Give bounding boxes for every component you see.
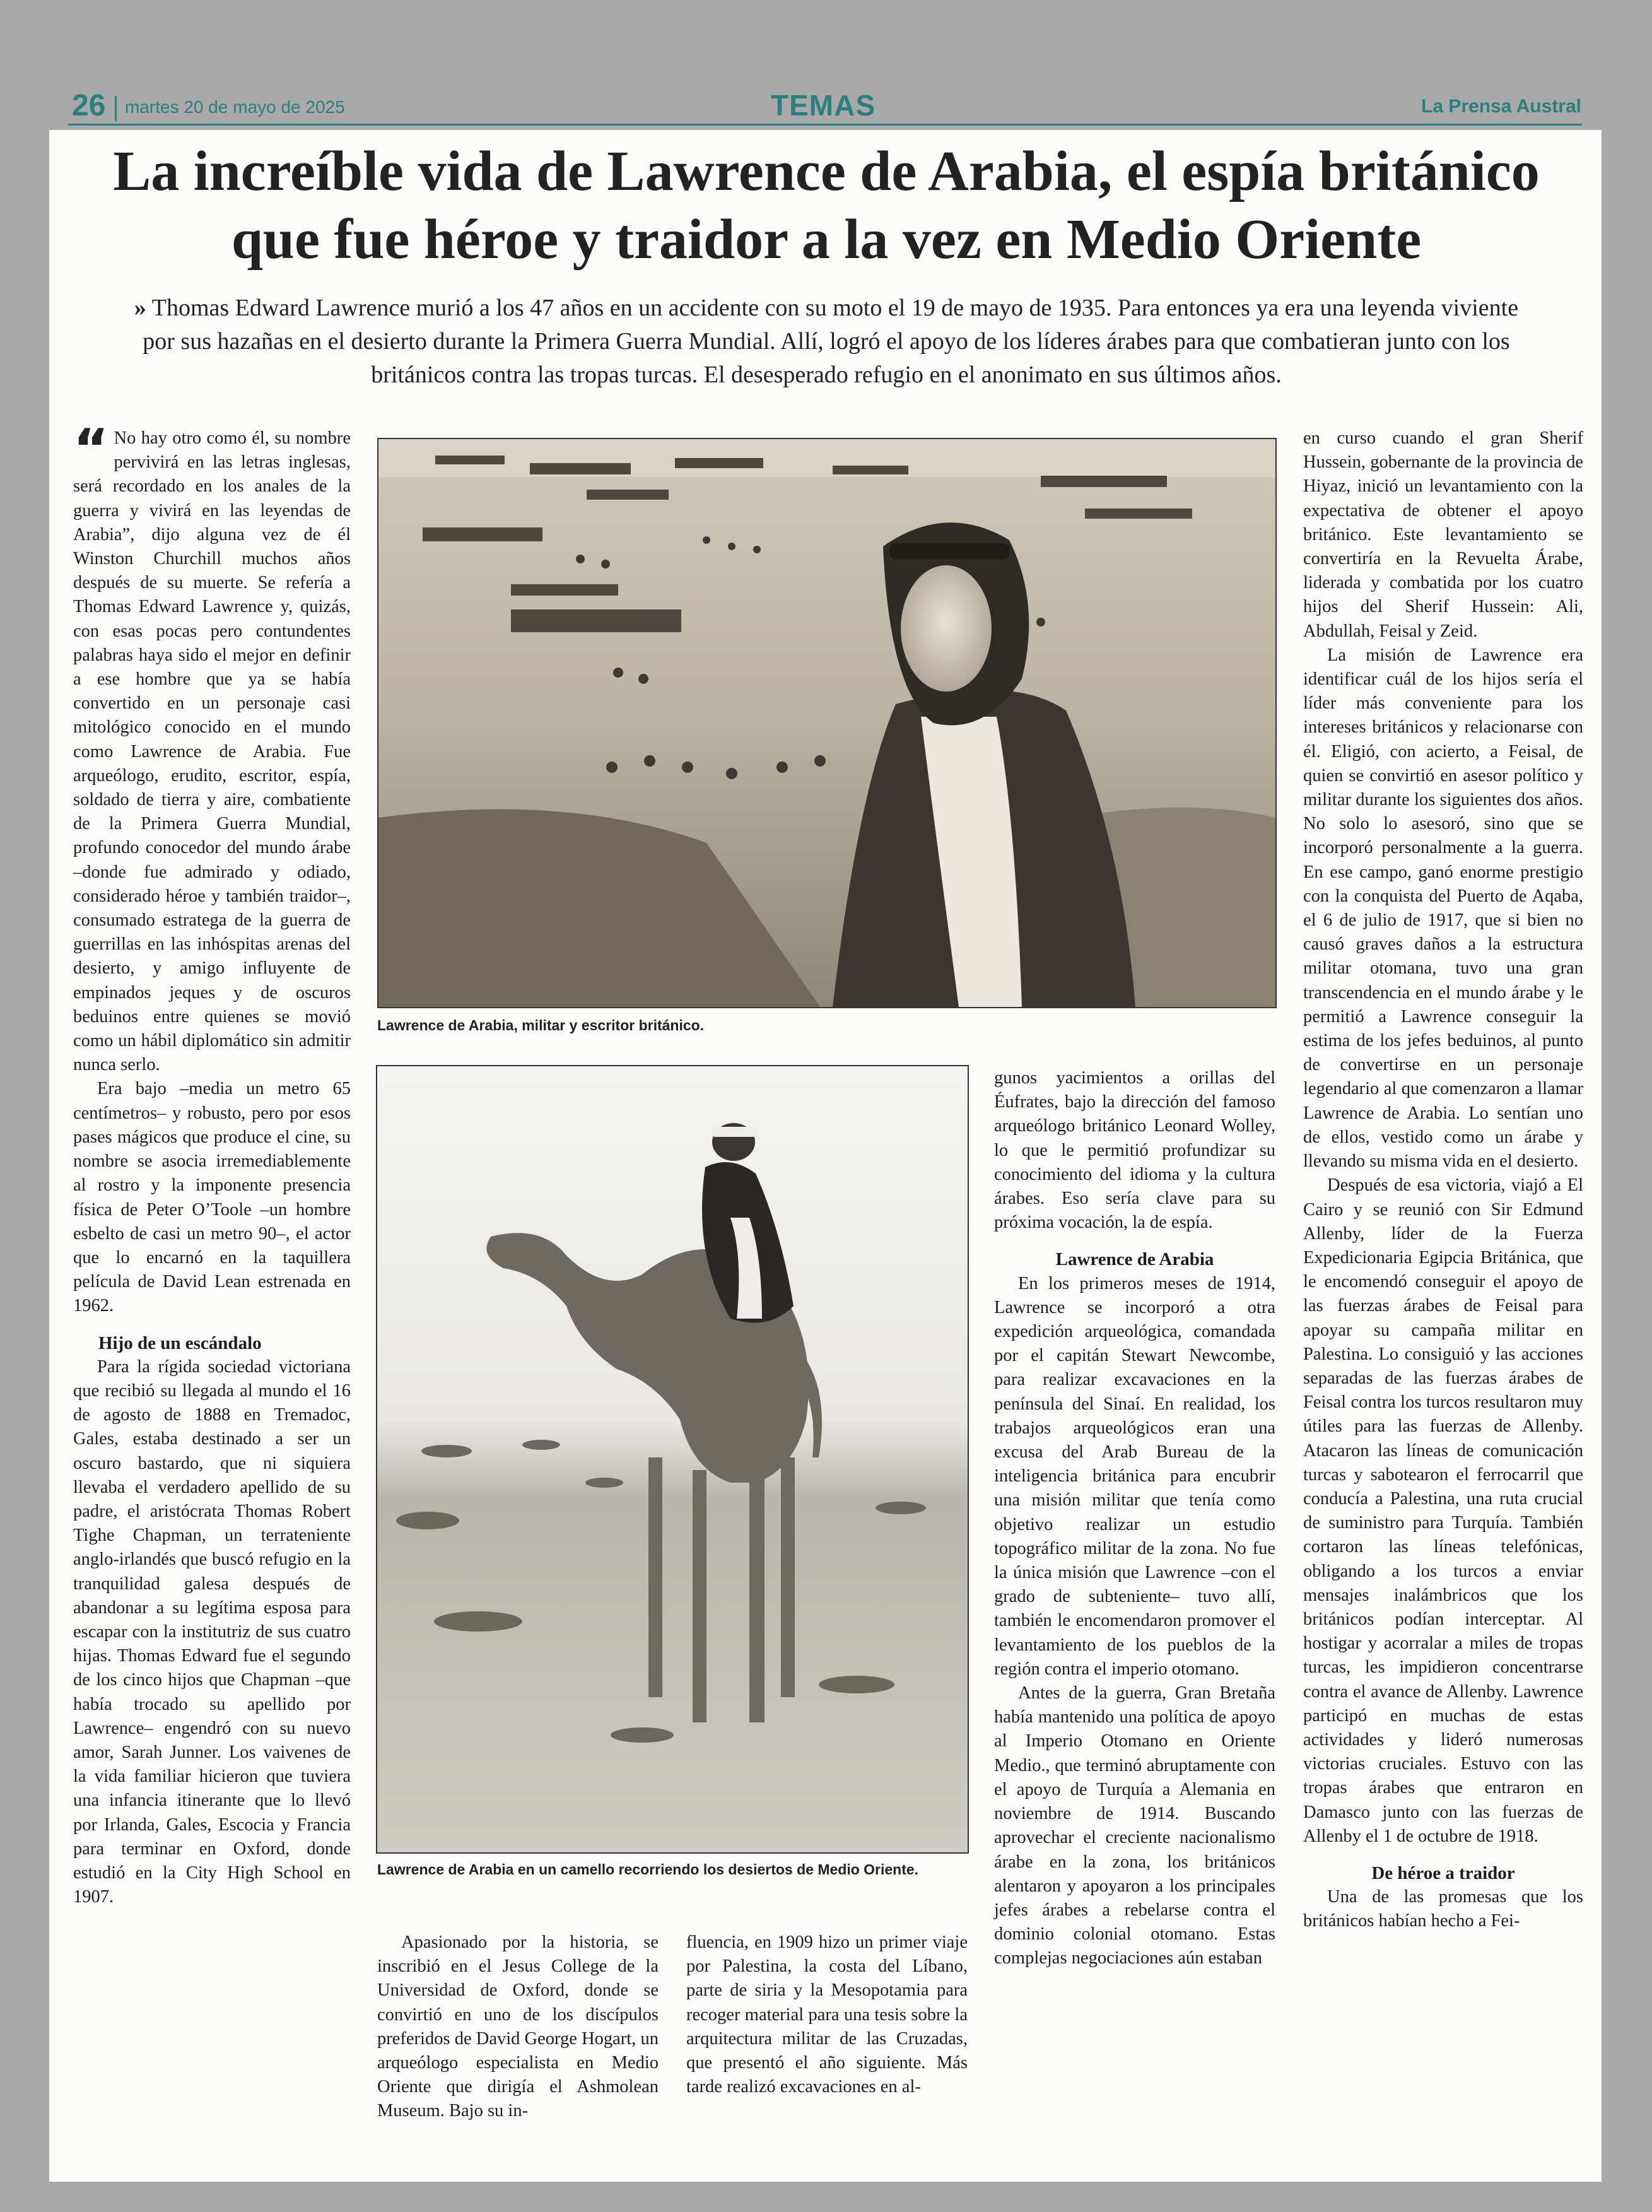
column-5 (1303, 427, 1583, 1934)
header-rule (68, 124, 1582, 126)
paragraph: fluencia, en 1909 hizo un primer viaje por Palestina, la costa del Líbano, parte de siria y la Mesopotamia para recoger material para una tesis sobre la arquitectura militar de las Cruzadas, que presentó el año siguiente. Más tarde realizó excavaciones en al- (686, 1933, 968, 2097)
subhead-lawrence: Lawrence de Arabia (1055, 1249, 1214, 1270)
column-1 (73, 418, 351, 1909)
column-3 (686, 1931, 968, 2099)
face (901, 565, 992, 691)
paragraph: La misión de Lawrence era identificar cuál de los hijos sería el líder más conveniente para los intereses británicos y relacionarse con él. Eligió, con acierto, a Feisal, de quien se convirtió en asesor político y militar durante los siguientes dos años. No solo lo asesoró, sino que se incorporó personalmente a la guerra. En ese campo, ganó enorme prestigio con la conquista del Puerto de Aqaba, el 6 de julio de 1917, que si bien no causó graves daños a la estructura militar otomana, tuvo una gran transcendencia en el mundo árabe y le permitió a Lawrence conseguir la estima de los jefes beduinos, al punto de convertirse en un personaje legendario al que comenzaron a llamar Lawrence de Arabia. Lo sentían uno de ellos, vestido como un árabe y llevando su misma vida en el desierto. (1303, 645, 1583, 1172)
column-2 (377, 1931, 659, 2124)
paragraph: gunos yacimientos a orillas del Éufrates, bajo la dirección del famoso arqueólogo británico Leonard Wolley, lo que le permitió profundizar su conocimiento del idioma y la cultura árabes. Eso sería clave para su próxima vocación, la de espía. (994, 1068, 1275, 1233)
paragraph: Era bajo –media un metro 65 centímetros– y robusto, pero por esos pases mágicos que produce el cine, su nombre se asocia irremediablemente al rostro y la imponente presencia física de Peter O’Toole –un hombre esbelto de casi un metro 90–, el actor que lo encarnó en la taquillera película de David Lean estrenada en 1962. (73, 1079, 351, 1316)
paragraph: en curso cuando el gran Sherif Hussein, gobernante de la provincia de Hiyaz, inició un levantamiento con la expectativa de obtener el apoyo británico. Este levantamiento se convertiría en la Revuelta Árabe, liderada y combatida por los cuatro hijos del Sherif Hussein: Ali, Abdullah, Feisal y Zeid. (1303, 428, 1583, 641)
column-4 (994, 1066, 1275, 1971)
lead-marker: » (134, 295, 146, 321)
camel-image (377, 1066, 968, 1852)
publication-name: La Prensa Austral (1421, 96, 1581, 117)
page-number: 26 (72, 89, 106, 122)
article-lead (126, 291, 1526, 392)
page-header (0, 0, 1652, 130)
lead-text: Thomas Edward Lawrence murió a los 47 años en un accidente con su moto el 19 de mayo de 1935. Para entonces ya era una leyenda viviente por sus hazañas en el desierto durante la Primera Guerra Mundial. Allí, logró el apoyo de los líderes árabes para que combatieran junto con los británicos contra las tropas turcas. El desesperado refugio en el anonimato en sus últimos años. (143, 295, 1519, 388)
photo2-caption: Lawrence de Arabia en un camello recorriendo los desiertos de Medio Oriente. (377, 1861, 919, 1878)
paragraph: En los primeros meses de 1914, Lawrence se incorporó a otra expedición arqueológica, comandada por el capitán Stewart Newcombe, para realizar excavaciones en la península del Sinaí. En realidad, los trabajos arqueológicos eran una excusa del Arab Bureau de la inteligencia británica para encubrir una misión militar que tenía como objetivo realizar un estudio topográfico militar de la zona. No fue la única misión que Lawrence –con el grado de subteniente– tuvo allí, también le encomendaron promover el levantamiento de los pueblos de la región contra el imperio otomano. (994, 1273, 1275, 1679)
photo-lawrence-portrait (377, 438, 1277, 1008)
paragraph: Para la rígida sociedad victoriana que recibió su llegada al mundo el 16 de agosto de 1888 en Tremadoc, Gales, estaba destinado a ser un oscuro bastardo, que ni siquiera llevaba el verdadero apellido de su padre, el aristócrata Thomas Robert Tighe Chapman, un terrateniente anglo-irlandés que buscó refugio en la tranquilidad galesa después de abandonar a su legítima esposa para escapar con la institutriz de sus cuatro hijas. Thomas Edward fue el segundo de los cinco hijos que Chapman –que había trocado su apellido por Lawrence– engendró con su nuevo amor, Sarah Junner. Los vaivenes de la vida familiar hicieron que tuviera una infancia itinerante que lo llevó por Irlanda, Gales, Escocia y Francia para terminar en Oxford, donde estudió en la City High School en 1907. (73, 1356, 351, 1907)
issue-date: martes 20 de mayo de 2025 (125, 97, 345, 117)
article-headline: La increíble vida de Lawrence de Arabia, el espía británico que fue héroe y traidor a la vez en Medio Oriente (113, 140, 1540, 271)
photo1-caption: Lawrence de Arabia, militar y escritor británico. (377, 1017, 705, 1033)
section-name: TEMAS (771, 89, 876, 122)
subhead-hijo: Hijo de un escándalo (98, 1332, 262, 1353)
opening-paragraph (73, 418, 351, 1077)
portrait-image (378, 439, 1275, 1007)
paragraph: Apasionado por la historia, se inscribió en el Jesus College de la Universidad de Oxford, donde se convirtió en uno de los discípulos preferidos de David George Hogart, un arqueólogo especialista en Medio Oriente que dirigía el Ashmolean Museum. Bajo su in- (377, 1933, 659, 2121)
photo-lawrence-camel (376, 1065, 969, 1854)
paragraph: Una de las promesas que los británicos habían hecho a Fei- (1303, 1887, 1583, 1931)
subhead-heroe: De héroe a traidor (1371, 1862, 1515, 1883)
paragraph: Antes de la guerra, Gran Bretaña había mantenido una política de apoyo al Imperio Otomano en Oriente Medio., que terminó abruptamente con el apoyo de Turquía a Alemania en noviembre de 1914. Buscando aprovechar el creciente nacionalismo árabe en la zona, los británicos alentaron y apoyaron a los principales jefes árabes a rebelarse contra el dominio colonial otomano. Estas complejas negociaciones aún estaban (994, 1683, 1275, 1968)
paragraph: Después de esa victoria, viajó a El Cairo y se reunió con Sir Edmund Allenby, líder de la Fuerza Expedicionaria Egipcia Británica, que le encomendó conseguir el apoyo de las fuerzas árabes de Feisal para apoyar su campaña militar en Palestina. Lo consiguió y las acciones separadas de las fuerzas árabes de Feisal contra los turcos resultaron muy útiles para las fuerzas de Allenby. Atacaron las líneas de comunicación turcas y sabotearon el ferrocarril que conducía a Palestina, una ruta crucial de suministro para Turquía. También cortaron las líneas telefónicas, obligando a los turcos a enviar mensajes inalámbricos que los británicos podían interceptar. Al hostigar y acorralar a miles de tropas turcas, les impidieron concentrarse contra el avance de Allenby. Lawrence participó en muchas de estas actividades y lideró numerosas victorias cruciales. Estuvo con las tropas árabes que entraron en Damasco junto con las fuerzas de Allenby el 1 de octubre de 1918. (1303, 1175, 1583, 1846)
quote-mark: “ (73, 418, 109, 481)
opening-text: No hay otro como él, su nombre pervivirá en las letras inglesas, será recordado en los anales de la guerra y vivirá en las leyendas de Arabia”, dijo alguna vez de él Winston Churchill muchos años después de su muerte. Se refería a Thomas Edward Lawrence y, quizás, con esas pocas pero contundentes palabras haya sido el mejor en definir a ese hombre que ya se había convertido en un personaje casi mitológico conocido en el mundo como Lawrence de Arabia. Fue arqueólogo, erudito, escritor, espía, soldado de tierra y aire, combatiente de la Primera Guerra Mundial, profundo conocedor del mundo árabe –donde fue admirado y odiado, considerado héroe y también traidor–, consumado estratega de la guerra de guerrillas en las inhóspitas arenas del desierto, y amigo influyente de empinados jeques y de oscuros beduinos entre quienes se movió como un hábil diplomático sin admitir nunca serlo. (73, 428, 351, 1075)
header-divider (115, 96, 117, 121)
